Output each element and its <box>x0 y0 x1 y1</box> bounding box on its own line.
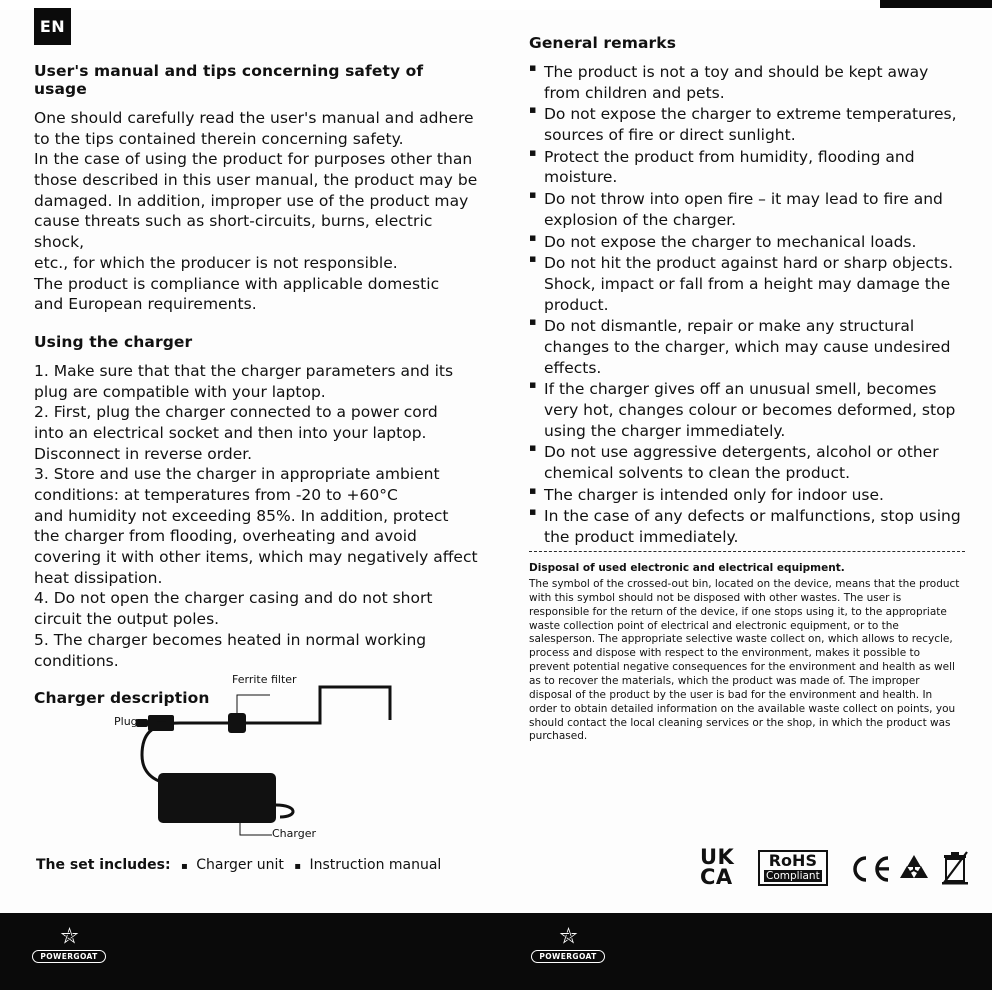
safety-line: One should carefully read the user's manual and adhere <box>34 109 474 127</box>
list-item: ▪ Do not expose the charger to extreme temperatures, sources of fire or direct sunlight. <box>529 104 964 145</box>
step-line: covering it with other items, which may negatively affect <box>34 548 478 567</box>
left-column <box>34 62 479 717</box>
charger-diagram <box>114 665 450 845</box>
recycle-mark <box>896 852 932 888</box>
language-badge: EN <box>34 8 71 45</box>
section-title-safety: User's manual and tips concerning safety of usage <box>34 62 424 98</box>
diagram-label-charger: Charger <box>272 827 316 840</box>
diagram-label-plug: Plug <box>114 715 138 728</box>
ce-icon <box>848 854 890 884</box>
step-line: 5. The charger becomes heated in normal working <box>34 630 427 649</box>
set-includes-item: Instruction manual <box>309 857 442 873</box>
brand-logo-right <box>531 925 605 977</box>
certification-marks <box>700 845 965 900</box>
diagram-label-ferrite: Ferrite filter <box>232 673 297 686</box>
step-line: 1. Make sure that that the charger parameters and its <box>34 361 454 380</box>
step-line: and humidity not exceeding 85%. In addition, protect <box>34 506 449 525</box>
list-item: ▪ Protect the product from humidity, flooding and moisture. <box>529 147 964 188</box>
using-charger-steps <box>34 361 479 671</box>
brand-wordmark: POWERGOAT <box>32 950 106 963</box>
list-item: ▪ Do not throw into open fire – it may lead to fire and explosion of the charger. <box>529 189 964 230</box>
step-line: conditions: at temperatures from -20 to +60°C <box>34 486 398 504</box>
ce-mark <box>848 854 890 888</box>
list-item: ▪ In the case of any defects or malfunctions, stop using the product immediately. <box>529 506 964 547</box>
step-line: into an electrical socket and then into your laptop. <box>34 423 427 442</box>
safety-line: damaged. In addition, improper use of the product may <box>34 191 469 210</box>
step-line: 3. Store and use the charger in appropriate ambient <box>34 465 440 484</box>
rohs-title: RoHS <box>768 851 817 870</box>
list-item: ▪ Do not hit the product against hard or sharp objects. Shock, impact or fall from a height may damage the product. <box>529 253 964 315</box>
crossed-out-bin-icon <box>940 850 970 886</box>
diagram-dash-plug: — <box>156 715 167 728</box>
step-line: plug are compatible with your laptop. <box>34 382 326 401</box>
set-includes-label: The set includes: <box>36 857 171 873</box>
brand-logo-left <box>32 925 106 977</box>
safety-line: The product is compliance with applicable domestic <box>34 274 440 293</box>
section-divider <box>529 551 965 552</box>
goat-icon: ⛥ <box>60 924 78 949</box>
rohs-subtitle: Compliant <box>766 870 820 882</box>
list-item: ▪ Do not dismantle, repair or make any structural changes to the charger, which may cause undesired effects. <box>529 316 964 378</box>
right-column <box>529 34 964 549</box>
ukca-line1: UK <box>700 845 735 869</box>
section-title-using-charger: Using the charger <box>34 332 193 351</box>
ukca-mark <box>700 845 735 889</box>
set-includes-item: Charger unit <box>196 857 284 873</box>
step-line: Disconnect in reverse order. <box>34 444 253 463</box>
disposal-text: The symbol of the crossed-out bin, located on the device, means that the product with this symbol should not be disposed with other wastes. The user is responsible for the return of the device, if one stops using it, to the appropriate waste collection point of electrical and electronic equipment, or to the salesperson. The appropriate selective waste collect on, which allows to recycle, process and dispose with respect to the environment, makes it possible to prevent potential negative consequences for the environment and health as well as to recover the materials, which the product was made of. The improper disposal of the product by the user is bad for the environment and health. In order to obtain detailed information on the available waste collect on points, you should contact the local cleaning services or the shop, in which the product was purchased. <box>529 578 960 743</box>
recycle-icon <box>896 852 932 884</box>
bullet-glyph: ▪ <box>181 861 188 872</box>
safety-line: cause threats such as short-circuits, burns, electric shock, <box>34 212 433 252</box>
safety-line: and European requirements. <box>34 295 257 314</box>
disposal-notice <box>529 562 963 744</box>
goat-icon: ⛥ <box>559 924 577 949</box>
step-line: the charger from flooding, overheating and avoid <box>34 527 417 546</box>
list-item: ▪ Do not use aggressive detergents, alcohol or other chemical solvents to clean the product. <box>529 442 964 483</box>
step-line: conditions. <box>34 651 119 670</box>
safety-line: In the case of using the product for purposes other than <box>34 150 473 169</box>
brand-wordmark: POWERGOAT <box>531 950 605 963</box>
footer-band <box>0 913 992 990</box>
charger-diagram-svg <box>120 665 450 845</box>
step-line: 4. Do not open the charger casing and do not short <box>34 589 433 608</box>
top-black-strip <box>880 0 992 8</box>
section-title-charger-description: Charger description <box>34 689 210 708</box>
weee-mark <box>940 850 970 890</box>
step-line: circuit the output poles. <box>34 610 220 629</box>
step-line: 2. First, plug the charger connected to a power cord <box>34 403 438 422</box>
ukca-line2: CA <box>700 864 733 889</box>
section-title-general-remarks: General remarks <box>529 34 677 52</box>
list-item: ▪ If the charger gives off an unusual smell, becomes very hot, changes colour or becomes deformed, stop using the charger immediately. <box>529 379 964 441</box>
set-includes <box>36 857 441 873</box>
safety-paragraph <box>34 108 479 315</box>
safety-line: those described in this user manual, the product may be <box>34 171 478 190</box>
step-line: heat dissipation. <box>34 568 163 587</box>
general-remarks-list <box>529 62 964 548</box>
safety-line: etc., for which the producer is not responsible. <box>34 253 398 272</box>
list-item: ▪ The product is not a toy and should be kept away from children and pets. <box>529 62 964 103</box>
bullet-glyph: ▪ <box>294 861 302 872</box>
list-item: ▪ The charger is intended only for indoor use. <box>529 485 964 506</box>
top-margin <box>0 0 992 10</box>
disposal-title: Disposal of used electronic and electrical equipment. <box>529 562 845 574</box>
list-item: ▪ Do not expose the charger to mechanical loads. <box>529 232 964 253</box>
safety-line: to the tips contained therein concerning safety. <box>34 129 404 148</box>
rohs-mark <box>758 850 828 886</box>
